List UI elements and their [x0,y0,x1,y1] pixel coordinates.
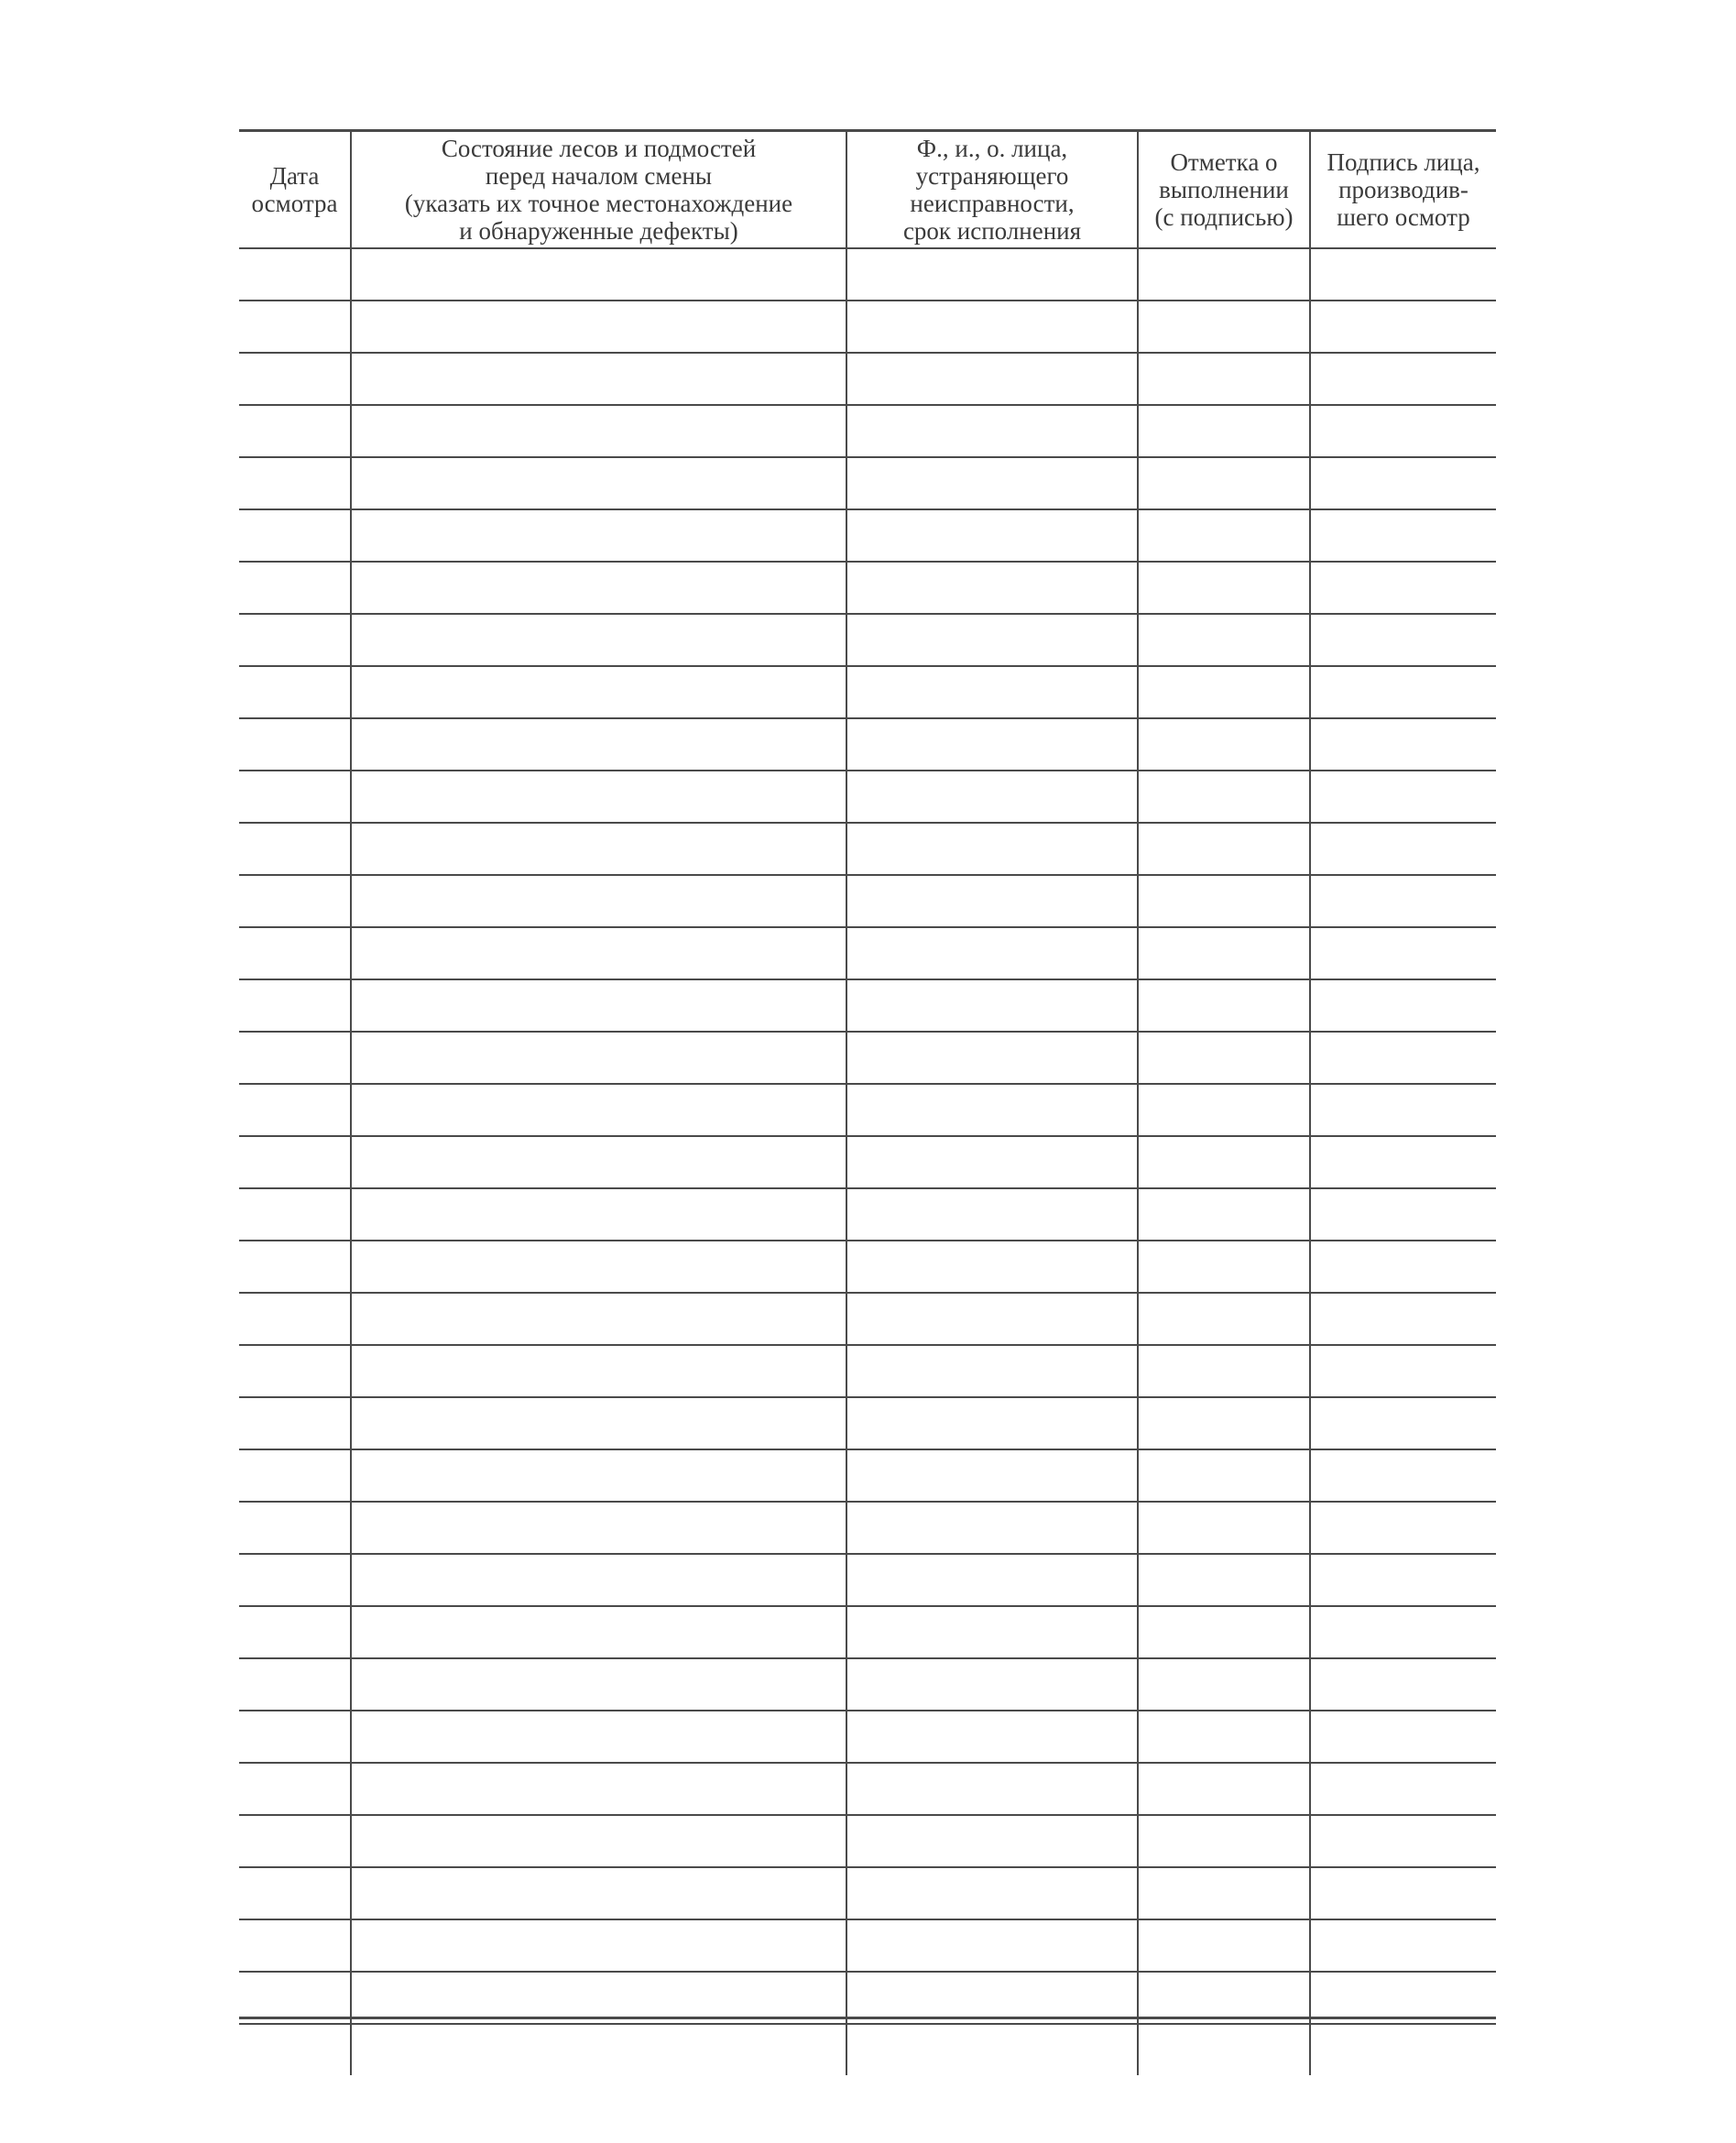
completion-cell[interactable] [1138,1658,1310,1711]
signature-cell[interactable] [1310,1763,1496,1815]
signature-cell[interactable] [1310,405,1496,457]
date-cell[interactable] [239,1136,351,1188]
signature-cell[interactable] [1310,1293,1496,1345]
completion-cell[interactable] [1138,1972,1310,2024]
date-cell[interactable] [239,1345,351,1397]
date-cell[interactable] [239,1397,351,1449]
signature-cell[interactable] [1310,823,1496,875]
responsible-cell[interactable] [846,509,1138,562]
table-row [239,1606,1496,1658]
completion-cell[interactable] [1138,614,1310,666]
date-cell[interactable] [239,353,351,405]
responsible-cell[interactable] [846,1032,1138,1084]
responsible-cell[interactable] [846,1293,1138,1345]
date-cell[interactable] [239,301,351,353]
column-header-scaffold-condition: Состояние лесов и подмостей перед началом смены (указать их точное местонахождение и обнаруженные дефекты) [351,132,846,248]
condition-cell[interactable] [351,301,846,353]
table-row [239,248,1496,301]
date-cell[interactable] [239,1241,351,1293]
completion-cell[interactable] [1138,509,1310,562]
signature-cell[interactable] [1310,1241,1496,1293]
responsible-cell[interactable] [846,718,1138,771]
responsible-cell[interactable] [846,1502,1138,1554]
responsible-cell[interactable] [846,1554,1138,1606]
completion-cell[interactable] [1138,2024,1310,2075]
table-row [239,1293,1496,1345]
responsible-cell[interactable] [846,979,1138,1032]
signature-cell[interactable] [1310,927,1496,979]
completion-cell[interactable] [1138,823,1310,875]
signature-cell[interactable] [1310,1867,1496,1919]
table-row [239,353,1496,405]
signature-cell[interactable] [1310,1136,1496,1188]
completion-cell[interactable] [1138,1815,1310,1867]
completion-cell[interactable] [1138,771,1310,823]
completion-cell[interactable] [1138,1397,1310,1449]
signature-cell[interactable] [1310,1919,1496,1972]
completion-cell[interactable] [1138,1502,1310,1554]
completion-cell[interactable] [1138,405,1310,457]
responsible-cell[interactable] [846,1345,1138,1397]
condition-cell[interactable] [351,457,846,509]
condition-cell[interactable] [351,1972,846,2024]
signature-cell[interactable] [1310,979,1496,1032]
table-row [239,1084,1496,1136]
completion-cell[interactable] [1138,562,1310,614]
responsible-cell[interactable] [846,1397,1138,1449]
signature-cell[interactable] [1310,1554,1496,1606]
date-cell[interactable] [239,1293,351,1345]
signature-cell[interactable] [1310,301,1496,353]
table-row [239,1449,1496,1502]
condition-cell[interactable] [351,1084,846,1136]
condition-cell[interactable] [351,666,846,718]
completion-cell[interactable] [1138,1711,1310,1763]
table-row [239,1188,1496,1241]
table-row [239,1241,1496,1293]
responsible-cell[interactable] [846,248,1138,301]
table-row [239,875,1496,927]
condition-cell[interactable] [351,1241,846,1293]
signature-cell[interactable] [1310,1815,1496,1867]
condition-cell[interactable] [351,1188,846,1241]
table-row [239,666,1496,718]
responsible-cell[interactable] [846,1606,1138,1658]
completion-cell[interactable] [1138,1763,1310,1815]
condition-cell[interactable] [351,1502,846,1554]
responsible-cell[interactable] [846,1658,1138,1711]
signature-cell[interactable] [1310,1449,1496,1502]
condition-cell[interactable] [351,927,846,979]
signature-cell[interactable] [1310,1397,1496,1449]
signature-cell[interactable] [1310,1658,1496,1711]
responsible-cell[interactable] [846,301,1138,353]
signature-cell[interactable] [1310,353,1496,405]
responsible-cell[interactable] [846,1136,1138,1188]
inspection-log-table [239,132,1496,2075]
table-row [239,1032,1496,1084]
table-row [239,1136,1496,1188]
signature-cell[interactable] [1310,1972,1496,2024]
responsible-cell[interactable] [846,1763,1138,1815]
signature-cell[interactable] [1310,1711,1496,1763]
table-row [239,1397,1496,1449]
condition-cell[interactable] [351,1867,846,1919]
signature-cell[interactable] [1310,666,1496,718]
table-row [239,718,1496,771]
condition-cell[interactable] [351,1397,846,1449]
table-row [239,509,1496,562]
table-row [239,1502,1496,1554]
condition-cell[interactable] [351,979,846,1032]
date-cell[interactable] [239,1972,351,2024]
signature-cell[interactable] [1310,1032,1496,1084]
responsible-cell[interactable] [846,1449,1138,1502]
condition-cell[interactable] [351,2024,846,2075]
completion-cell[interactable] [1138,979,1310,1032]
column-header-responsible-person: Ф., и., о. лица, устраняющего неисправности, срок исполнения [846,132,1138,248]
date-cell[interactable] [239,562,351,614]
signature-cell[interactable] [1310,248,1496,301]
signature-cell[interactable] [1310,509,1496,562]
completion-cell[interactable] [1138,301,1310,353]
date-cell[interactable] [239,771,351,823]
responsible-cell[interactable] [846,1972,1138,2024]
date-cell[interactable] [239,614,351,666]
date-cell[interactable] [239,1449,351,1502]
date-cell[interactable] [239,1032,351,1084]
condition-cell[interactable] [351,875,846,927]
signature-cell[interactable] [1310,1606,1496,1658]
inspection-log-form [239,129,1496,2019]
date-cell[interactable] [239,666,351,718]
completion-cell[interactable] [1138,1606,1310,1658]
date-cell[interactable] [239,405,351,457]
date-cell[interactable] [239,248,351,301]
signature-cell[interactable] [1310,875,1496,927]
date-cell[interactable] [239,2024,351,2075]
responsible-cell[interactable] [846,1241,1138,1293]
table-row [239,979,1496,1032]
completion-cell[interactable] [1138,1345,1310,1397]
signature-cell[interactable] [1310,457,1496,509]
date-cell[interactable] [239,927,351,979]
condition-cell[interactable] [351,1606,846,1658]
date-cell[interactable] [239,1815,351,1867]
date-cell[interactable] [239,1919,351,1972]
table-row [239,771,1496,823]
completion-cell[interactable] [1138,1867,1310,1919]
date-cell[interactable] [239,1763,351,1815]
date-cell[interactable] [239,979,351,1032]
completion-cell[interactable] [1138,1449,1310,1502]
responsible-cell[interactable] [846,1188,1138,1241]
signature-cell[interactable] [1310,2024,1496,2075]
responsible-cell[interactable] [846,875,1138,927]
table-row [239,2024,1496,2075]
responsible-cell[interactable] [846,771,1138,823]
responsible-cell[interactable] [846,823,1138,875]
condition-cell[interactable] [351,1711,846,1763]
completion-cell[interactable] [1138,1084,1310,1136]
signature-cell[interactable] [1310,718,1496,771]
date-cell[interactable] [239,1658,351,1711]
condition-cell[interactable] [351,823,846,875]
signature-cell[interactable] [1310,562,1496,614]
date-cell[interactable] [239,875,351,927]
condition-cell[interactable] [351,614,846,666]
completion-cell[interactable] [1138,1136,1310,1188]
responsible-cell[interactable] [846,666,1138,718]
condition-cell[interactable] [351,405,846,457]
responsible-cell[interactable] [846,1084,1138,1136]
table-row [239,927,1496,979]
condition-cell[interactable] [351,718,846,771]
condition-cell[interactable] [351,1763,846,1815]
signature-cell[interactable] [1310,1188,1496,1241]
condition-cell[interactable] [351,353,846,405]
completion-cell[interactable] [1138,927,1310,979]
completion-cell[interactable] [1138,457,1310,509]
responsible-cell[interactable] [846,457,1138,509]
responsible-cell[interactable] [846,1711,1138,1763]
condition-cell[interactable] [351,1554,846,1606]
table-row [239,1763,1496,1815]
condition-cell[interactable] [351,248,846,301]
completion-cell[interactable] [1138,875,1310,927]
table-header-row [239,132,1496,248]
completion-cell[interactable] [1138,1293,1310,1345]
completion-cell[interactable] [1138,1188,1310,1241]
table-row [239,823,1496,875]
date-cell[interactable] [239,1084,351,1136]
date-cell[interactable] [239,718,351,771]
table-row [239,614,1496,666]
completion-cell[interactable] [1138,1241,1310,1293]
responsible-cell[interactable] [846,562,1138,614]
condition-cell[interactable] [351,1658,846,1711]
condition-cell[interactable] [351,1136,846,1188]
condition-cell[interactable] [351,1293,846,1345]
table-row [239,405,1496,457]
condition-cell[interactable] [351,1449,846,1502]
table-row [239,457,1496,509]
signature-cell[interactable] [1310,1502,1496,1554]
table-row [239,1345,1496,1397]
condition-cell[interactable] [351,771,846,823]
completion-cell[interactable] [1138,666,1310,718]
date-cell[interactable] [239,1502,351,1554]
date-cell[interactable] [239,457,351,509]
responsible-cell[interactable] [846,2024,1138,2075]
table-row [239,1867,1496,1919]
date-cell[interactable] [239,509,351,562]
table-row [239,1658,1496,1711]
table-body [239,248,1496,2075]
condition-cell[interactable] [351,1032,846,1084]
date-cell[interactable] [239,1711,351,1763]
signature-cell[interactable] [1310,1345,1496,1397]
table-row [239,301,1496,353]
column-header-inspection-date: Дата осмотра [239,132,351,248]
table-row [239,1972,1496,2024]
column-header-inspector-signature: Подпись лица, производив- шего осмотр [1310,132,1496,248]
completion-cell[interactable] [1138,353,1310,405]
date-cell[interactable] [239,1606,351,1658]
responsible-cell[interactable] [846,1919,1138,1972]
completion-cell[interactable] [1138,248,1310,301]
responsible-cell[interactable] [846,353,1138,405]
date-cell[interactable] [239,1867,351,1919]
completion-cell[interactable] [1138,1554,1310,1606]
condition-cell[interactable] [351,509,846,562]
completion-cell[interactable] [1138,1032,1310,1084]
date-cell[interactable] [239,1554,351,1606]
signature-cell[interactable] [1310,1084,1496,1136]
date-cell[interactable] [239,1188,351,1241]
responsible-cell[interactable] [846,927,1138,979]
responsible-cell[interactable] [846,1867,1138,1919]
table-row [239,1919,1496,1972]
signature-cell[interactable] [1310,771,1496,823]
date-cell[interactable] [239,823,351,875]
completion-cell[interactable] [1138,1919,1310,1972]
table-row [239,1815,1496,1867]
column-header-completion-mark: Отметка о выполнении (с подписью) [1138,132,1310,248]
responsible-cell[interactable] [846,614,1138,666]
condition-cell[interactable] [351,1919,846,1972]
signature-cell[interactable] [1310,614,1496,666]
completion-cell[interactable] [1138,718,1310,771]
responsible-cell[interactable] [846,405,1138,457]
responsible-cell[interactable] [846,1815,1138,1867]
table-row [239,562,1496,614]
condition-cell[interactable] [351,1345,846,1397]
condition-cell[interactable] [351,1815,846,1867]
condition-cell[interactable] [351,562,846,614]
table-row [239,1554,1496,1606]
table-row [239,1711,1496,1763]
